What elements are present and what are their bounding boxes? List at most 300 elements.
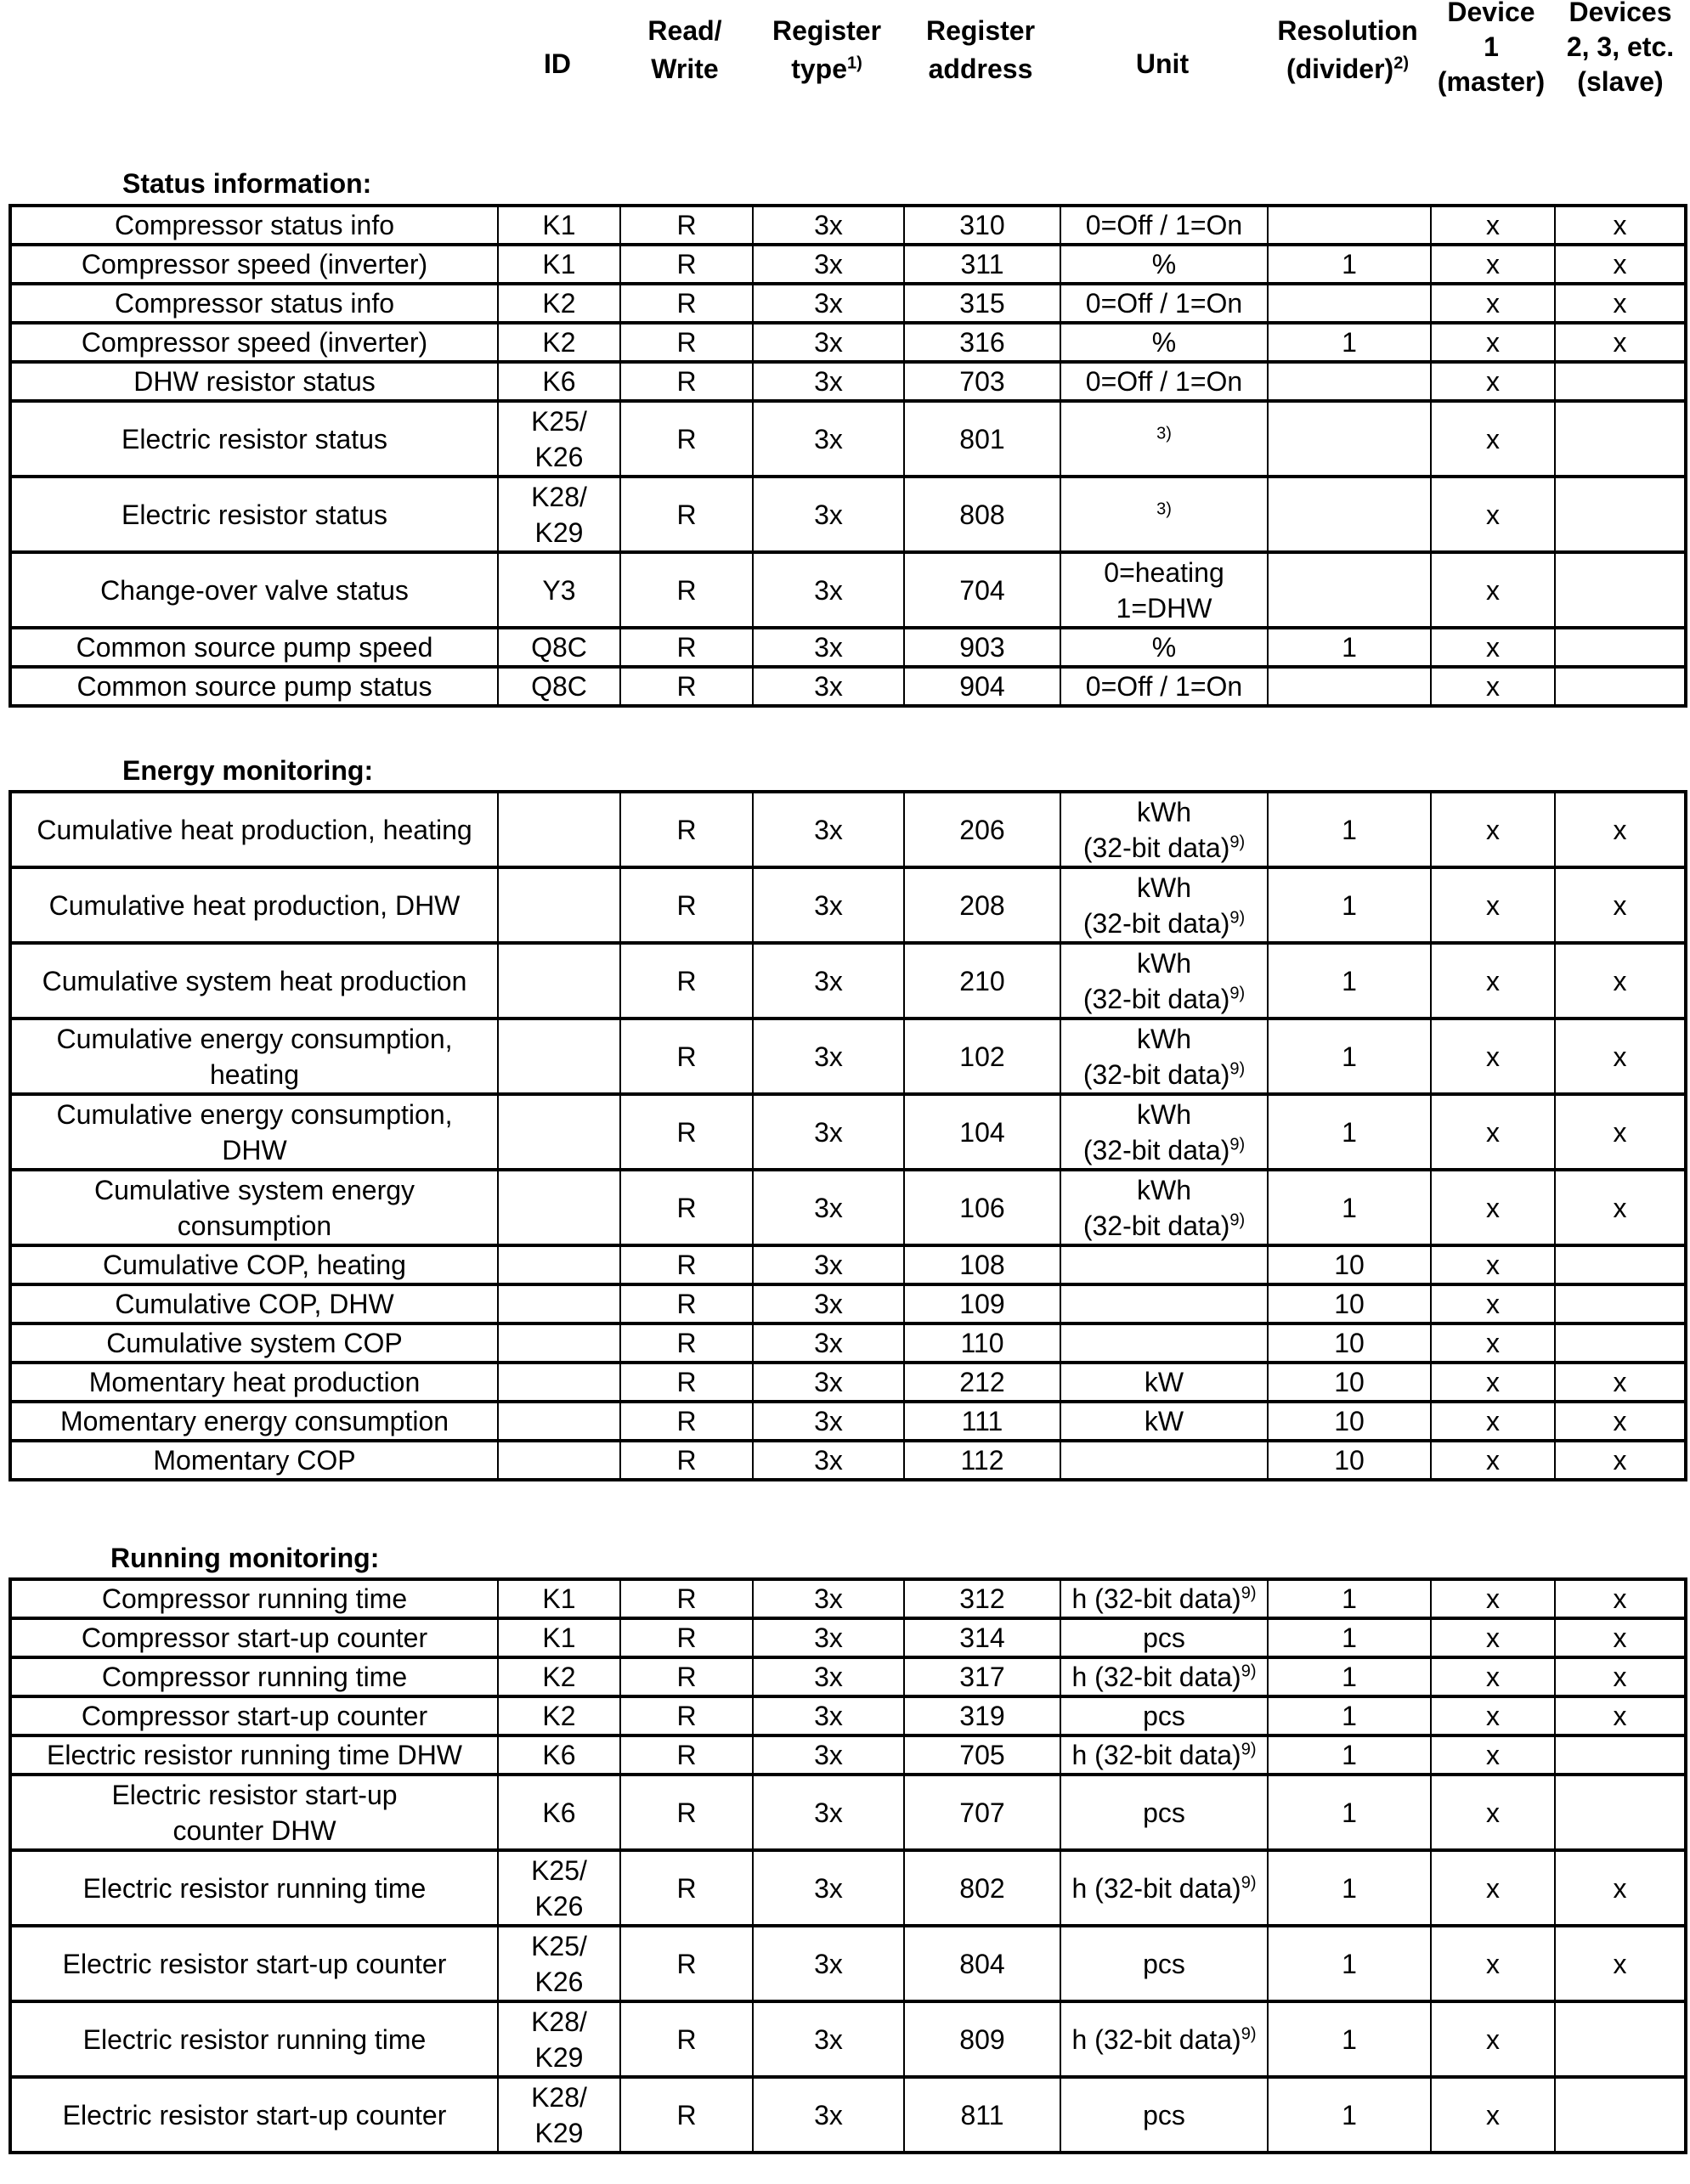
cell-resolution: 1 [1268, 1696, 1431, 1735]
cell-register-address: 317 [904, 1657, 1060, 1696]
cell-resolution: 1 [1268, 2077, 1431, 2153]
cell-resolution: 1 [1268, 2001, 1431, 2077]
cell-device-1: x [1431, 792, 1555, 867]
cell-read-write: R [620, 401, 753, 477]
cell-unit [1060, 1657, 1268, 1696]
cell-devices-slave [1555, 1323, 1686, 1363]
cell-unit [1060, 206, 1268, 245]
cell-register-type: 3x [753, 1618, 904, 1657]
cell-register-type: 3x [753, 1735, 904, 1775]
cell-unit [1060, 1363, 1268, 1402]
cell-devices-slave: x [1555, 323, 1686, 362]
cell-device-1: x [1431, 1094, 1555, 1170]
cell-unit [1060, 2001, 1268, 2077]
cell-devices-slave [1555, 401, 1686, 477]
unit-text: h (32-bit data) [1071, 2023, 1241, 2055]
cell-resolution [1268, 362, 1431, 401]
cell-register-address: 104 [904, 1094, 1060, 1170]
cell-devices-slave: x [1555, 1696, 1686, 1735]
cell-name: Momentary energy consumption [10, 1402, 498, 1441]
table-row [10, 1850, 1686, 1926]
cell-name: Cumulative energy consumption, DHW [10, 1094, 498, 1170]
cell-devices-slave: x [1555, 284, 1686, 323]
cell-devices-slave: x [1555, 1579, 1686, 1618]
cell-device-1: x [1431, 1657, 1555, 1696]
cell-register-address: 110 [904, 1323, 1060, 1363]
unit-text: pcs [1143, 1622, 1185, 1653]
cell-register-type: 3x [753, 1019, 904, 1094]
cell-id: K2 [498, 284, 620, 323]
section-title-energy-monitoring: Energy monitoring: [122, 755, 374, 786]
cell-resolution: 1 [1268, 792, 1431, 867]
cell-unit [1060, 667, 1268, 706]
cell-unit [1060, 1926, 1268, 2001]
cell-resolution: 1 [1268, 628, 1431, 667]
table-row [10, 1245, 1686, 1284]
cell-name: Compressor status info [10, 206, 498, 245]
footnote-ref: 3) [1156, 499, 1172, 518]
cell-register-address: 802 [904, 1850, 1060, 1926]
cell-register-address: 904 [904, 667, 1060, 706]
cell-devices-slave [1555, 1735, 1686, 1775]
cell-name: Compressor speed (inverter) [10, 323, 498, 362]
cell-resolution: 1 [1268, 867, 1431, 943]
table-row [10, 1402, 1686, 1441]
cell-read-write: R [620, 1657, 753, 1696]
cell-register-address: 312 [904, 1579, 1060, 1618]
cell-read-write: R [620, 1094, 753, 1170]
cell-register-address: 804 [904, 1926, 1060, 2001]
cell-device-1: x [1431, 1245, 1555, 1284]
cell-name: Electric resistor status [10, 477, 498, 552]
footnote-ref: 9) [1229, 832, 1246, 851]
table-row [10, 1441, 1686, 1480]
footnote-ref: 1) [846, 54, 862, 73]
cell-resolution: 1 [1268, 1850, 1431, 1926]
table-row [10, 323, 1686, 362]
cell-register-address: 808 [904, 477, 1060, 552]
cell-read-write: R [620, 1696, 753, 1735]
unit-text: kWh (32-bit data) [1082, 1174, 1230, 1241]
cell-device-1: x [1431, 1170, 1555, 1245]
table-row [10, 1363, 1686, 1402]
cell-unit [1060, 628, 1268, 667]
cell-devices-slave [1555, 2001, 1686, 2077]
table-row [10, 1323, 1686, 1363]
cell-unit [1060, 1170, 1268, 1245]
cell-id: K28/ K29 [498, 477, 620, 552]
cell-id: K28/ K29 [498, 2001, 620, 2077]
cell-name: Common source pump speed [10, 628, 498, 667]
cell-device-1: x [1431, 1735, 1555, 1775]
cell-read-write: R [620, 1363, 753, 1402]
section-title-running-monitoring: Running monitoring: [110, 1543, 380, 1573]
cell-unit [1060, 792, 1268, 867]
cell-resolution [1268, 206, 1431, 245]
cell-unit [1060, 1850, 1268, 1926]
cell-register-address: 319 [904, 1696, 1060, 1735]
cell-resolution [1268, 477, 1431, 552]
cell-register-type: 3x [753, 867, 904, 943]
cell-read-write: R [620, 477, 753, 552]
cell-id: Q8C [498, 667, 620, 706]
cell-id: K25/ K26 [498, 1926, 620, 2001]
cell-register-address: 106 [904, 1170, 1060, 1245]
cell-device-1: x [1431, 206, 1555, 245]
footnote-ref: 2) [1393, 54, 1409, 73]
cell-devices-slave: x [1555, 206, 1686, 245]
cell-devices-slave: x [1555, 245, 1686, 284]
cell-resolution: 1 [1268, 1618, 1431, 1657]
cell-id [498, 1094, 620, 1170]
cell-resolution: 1 [1268, 323, 1431, 362]
energy-monitoring-table [8, 790, 1687, 1481]
cell-register-type: 3x [753, 1094, 904, 1170]
header-device-1-master: Device 1 (master) [1437, 0, 1546, 97]
cell-devices-slave: x [1555, 1363, 1686, 1402]
cell-read-write: R [620, 1775, 753, 1850]
cell-device-1: x [1431, 1019, 1555, 1094]
cell-resolution: 10 [1268, 1441, 1431, 1480]
table-row [10, 552, 1686, 628]
unit-text: % [1151, 249, 1177, 279]
cell-device-1: x [1431, 284, 1555, 323]
cell-read-write: R [620, 792, 753, 867]
cell-unit [1060, 552, 1268, 628]
cell-unit [1060, 867, 1268, 943]
section-title-status-information: Status information: [122, 168, 372, 199]
cell-register-type: 3x [753, 1441, 904, 1480]
cell-name: Momentary heat production [10, 1363, 498, 1402]
cell-unit [1060, 1579, 1268, 1618]
footnote-ref: 9) [1229, 1058, 1246, 1078]
cell-id: K2 [498, 1696, 620, 1735]
cell-id [498, 867, 620, 943]
cell-register-type: 3x [753, 1363, 904, 1402]
cell-register-type: 3x [753, 1850, 904, 1926]
cell-device-1: x [1431, 552, 1555, 628]
table-row [10, 477, 1686, 552]
unit-text: kWh (32-bit data) [1082, 1098, 1230, 1165]
cell-name: Compressor running time [10, 1657, 498, 1696]
table-row [10, 667, 1686, 706]
footnote-ref: 9) [1241, 1583, 1257, 1603]
cell-register-address: 314 [904, 1618, 1060, 1657]
footnote-ref: 9) [1229, 907, 1246, 927]
cell-devices-slave: x [1555, 1657, 1686, 1696]
cell-resolution: 1 [1268, 1170, 1431, 1245]
cell-unit [1060, 1735, 1268, 1775]
cell-device-1: x [1431, 1696, 1555, 1735]
unit-text: % [1151, 327, 1177, 358]
unit-text: h (32-bit data) [1071, 1740, 1241, 1770]
header-register-address: Register address [925, 15, 1036, 84]
cell-read-write: R [620, 362, 753, 401]
cell-register-type: 3x [753, 1245, 904, 1284]
cell-read-write: R [620, 667, 753, 706]
cell-device-1: x [1431, 2001, 1555, 2077]
table-row [10, 1926, 1686, 2001]
footnote-ref: 3) [1156, 423, 1172, 443]
cell-device-1: x [1431, 1402, 1555, 1441]
cell-register-type: 3x [753, 1170, 904, 1245]
cell-devices-slave [1555, 362, 1686, 401]
cell-device-1: x [1431, 323, 1555, 362]
cell-unit [1060, 943, 1268, 1019]
cell-unit [1060, 323, 1268, 362]
cell-resolution: 10 [1268, 1245, 1431, 1284]
cell-read-write: R [620, 1441, 753, 1480]
cell-id: K1 [498, 245, 620, 284]
cell-read-write: R [620, 1323, 753, 1363]
cell-devices-slave [1555, 1245, 1686, 1284]
table-row [10, 1094, 1686, 1170]
cell-read-write: R [620, 284, 753, 323]
cell-read-write: R [620, 867, 753, 943]
cell-unit [1060, 1019, 1268, 1094]
cell-devices-slave: x [1555, 1402, 1686, 1441]
cell-read-write: R [620, 1245, 753, 1284]
unit-text: 0=Off / 1=On [1085, 671, 1243, 702]
cell-read-write: R [620, 206, 753, 245]
cell-unit [1060, 1618, 1268, 1657]
table-row [10, 1019, 1686, 1094]
unit-text: kW [1144, 1406, 1184, 1436]
unit-text: pcs [1143, 2099, 1185, 2130]
cell-name: Compressor start-up counter [10, 1618, 498, 1657]
footnote-ref: 9) [1229, 983, 1246, 1002]
cell-resolution: 1 [1268, 245, 1431, 284]
cell-device-1: x [1431, 867, 1555, 943]
cell-device-1: x [1431, 1363, 1555, 1402]
unit-text: kWh (32-bit data) [1082, 1023, 1230, 1090]
cell-register-address: 108 [904, 1245, 1060, 1284]
cell-unit [1060, 1323, 1268, 1363]
cell-unit [1060, 1245, 1268, 1284]
cell-device-1: x [1431, 943, 1555, 1019]
table-row [10, 1284, 1686, 1323]
cell-id: K1 [498, 1579, 620, 1618]
cell-name: Electric resistor running time DHW [10, 1735, 498, 1775]
table-row [10, 867, 1686, 943]
cell-device-1: x [1431, 2077, 1555, 2153]
cell-name: Electric resistor status [10, 401, 498, 477]
cell-name: Change-over valve status [10, 552, 498, 628]
cell-register-type: 3x [753, 1696, 904, 1735]
cell-devices-slave [1555, 667, 1686, 706]
cell-register-address: 112 [904, 1441, 1060, 1480]
cell-device-1: x [1431, 477, 1555, 552]
cell-resolution [1268, 401, 1431, 477]
cell-register-type: 3x [753, 1402, 904, 1441]
cell-name: Electric resistor running time [10, 2001, 498, 2077]
footnote-ref: 9) [1241, 1740, 1257, 1759]
cell-read-write: R [620, 1019, 753, 1094]
cell-register-type: 3x [753, 792, 904, 867]
cell-name: Cumulative COP, heating [10, 1245, 498, 1284]
table-row [10, 1618, 1686, 1657]
column-header-row [8, 0, 1684, 127]
cell-register-type: 3x [753, 1579, 904, 1618]
cell-id [498, 1245, 620, 1284]
cell-resolution [1268, 284, 1431, 323]
cell-id: Q8C [498, 628, 620, 667]
cell-devices-slave: x [1555, 1618, 1686, 1657]
cell-register-type: 3x [753, 245, 904, 284]
cell-read-write: R [620, 1579, 753, 1618]
cell-id [498, 1323, 620, 1363]
cell-unit [1060, 1094, 1268, 1170]
cell-device-1: x [1431, 667, 1555, 706]
cell-device-1: x [1431, 1579, 1555, 1618]
cell-device-1: x [1431, 628, 1555, 667]
cell-id: K2 [498, 323, 620, 362]
cell-unit [1060, 1441, 1268, 1480]
cell-devices-slave: x [1555, 943, 1686, 1019]
cell-read-write: R [620, 1618, 753, 1657]
table-row [10, 628, 1686, 667]
cell-read-write: R [620, 1926, 753, 2001]
cell-register-address: 316 [904, 323, 1060, 362]
unit-text: h (32-bit data) [1071, 1662, 1241, 1692]
cell-register-address: 705 [904, 1735, 1060, 1775]
cell-register-address: 109 [904, 1284, 1060, 1323]
cell-name: Compressor running time [10, 1579, 498, 1618]
cell-unit [1060, 477, 1268, 552]
cell-devices-slave: x [1555, 1441, 1686, 1480]
cell-unit [1060, 2077, 1268, 2153]
cell-register-address: 206 [904, 792, 1060, 867]
cell-register-type: 3x [753, 1323, 904, 1363]
cell-id [498, 1019, 620, 1094]
cell-register-type: 3x [753, 1775, 904, 1850]
cell-device-1: x [1431, 1284, 1555, 1323]
table-row [10, 2077, 1686, 2153]
cell-name: Electric resistor running time [10, 1850, 498, 1926]
cell-register-address: 111 [904, 1402, 1060, 1441]
cell-id: K1 [498, 1618, 620, 1657]
cell-resolution: 1 [1268, 1579, 1431, 1618]
table-row [10, 1170, 1686, 1245]
cell-device-1: x [1431, 1926, 1555, 2001]
cell-name: Compressor start-up counter [10, 1696, 498, 1735]
cell-id: K6 [498, 1775, 620, 1850]
cell-name: Cumulative system COP [10, 1323, 498, 1363]
unit-text: pcs [1143, 1948, 1185, 1979]
cell-read-write: R [620, 323, 753, 362]
cell-resolution: 10 [1268, 1323, 1431, 1363]
unit-text: kWh (32-bit data) [1082, 947, 1230, 1014]
cell-id [498, 1284, 620, 1323]
table-row [10, 1775, 1686, 1850]
cell-name: Electric resistor start-up counter DHW [10, 1775, 498, 1850]
unit-text: h (32-bit data) [1071, 1583, 1241, 1614]
footnote-ref: 9) [1241, 1872, 1257, 1892]
cell-read-write: R [620, 628, 753, 667]
unit-text: % [1151, 632, 1177, 663]
cell-id: K25/ K26 [498, 401, 620, 477]
cell-id: K2 [498, 1657, 620, 1696]
cell-id [498, 1170, 620, 1245]
cell-resolution: 1 [1268, 1019, 1431, 1094]
header-read-write: Read/ Write [647, 15, 722, 84]
cell-register-type: 3x [753, 401, 904, 477]
table-row [10, 1657, 1686, 1696]
cell-resolution: 1 [1268, 943, 1431, 1019]
table-row [10, 1696, 1686, 1735]
footnote-ref: 9) [1241, 2023, 1257, 2043]
cell-id [498, 1363, 620, 1402]
cell-devices-slave [1555, 1284, 1686, 1323]
cell-register-type: 3x [753, 1284, 904, 1323]
header-id: ID [544, 48, 571, 79]
footnote-ref: 9) [1229, 1134, 1246, 1154]
cell-name: Electric resistor start-up counter [10, 1926, 498, 2001]
cell-resolution: 1 [1268, 1735, 1431, 1775]
cell-unit [1060, 1402, 1268, 1441]
cell-unit [1060, 401, 1268, 477]
cell-id [498, 792, 620, 867]
cell-device-1: x [1431, 1775, 1555, 1850]
header-resolution: Resolution (divider)$^{2)}$ [1277, 15, 1418, 84]
cell-name: Cumulative heat production, DHW [10, 867, 498, 943]
cell-resolution [1268, 667, 1431, 706]
footnote-ref: 9) [1241, 1662, 1257, 1681]
cell-read-write: R [620, 1850, 753, 1926]
cell-resolution: 10 [1268, 1284, 1431, 1323]
cell-register-address: 102 [904, 1019, 1060, 1094]
cell-register-type: 3x [753, 628, 904, 667]
table-row [10, 943, 1686, 1019]
footnote-ref: 9) [1229, 1210, 1246, 1229]
cell-device-1: x [1431, 362, 1555, 401]
cell-devices-slave: x [1555, 1170, 1686, 1245]
cell-id [498, 1402, 620, 1441]
table-row [10, 401, 1686, 477]
cell-devices-slave: x [1555, 1094, 1686, 1170]
table-row [10, 206, 1686, 245]
cell-register-type: 3x [753, 943, 904, 1019]
cell-name: Common source pump status [10, 667, 498, 706]
cell-register-address: 208 [904, 867, 1060, 943]
table-row [10, 1735, 1686, 1775]
cell-resolution: 10 [1268, 1363, 1431, 1402]
header-devices-slave: Devices 2, 3, etc. (slave) [1566, 0, 1675, 97]
cell-register-address: 703 [904, 362, 1060, 401]
cell-unit [1060, 245, 1268, 284]
cell-register-address: 704 [904, 552, 1060, 628]
cell-read-write: R [620, 245, 753, 284]
unit-text: kW [1144, 1367, 1184, 1397]
cell-resolution: 1 [1268, 1775, 1431, 1850]
cell-register-type: 3x [753, 2001, 904, 2077]
cell-name: Momentary COP [10, 1441, 498, 1480]
header-register-type: Register type$^{1)}$ [772, 15, 882, 84]
cell-id [498, 1441, 620, 1480]
cell-devices-slave [1555, 477, 1686, 552]
table-row [10, 2001, 1686, 2077]
cell-name: Compressor speed (inverter) [10, 245, 498, 284]
unit-text: 0=Off / 1=On [1085, 210, 1243, 240]
cell-register-address: 809 [904, 2001, 1060, 2077]
cell-device-1: x [1431, 401, 1555, 477]
cell-read-write: R [620, 1402, 753, 1441]
cell-register-type: 3x [753, 477, 904, 552]
cell-read-write: R [620, 1735, 753, 1775]
cell-devices-slave [1555, 1775, 1686, 1850]
cell-name: Cumulative system energy consumption [10, 1170, 498, 1245]
cell-id [498, 943, 620, 1019]
